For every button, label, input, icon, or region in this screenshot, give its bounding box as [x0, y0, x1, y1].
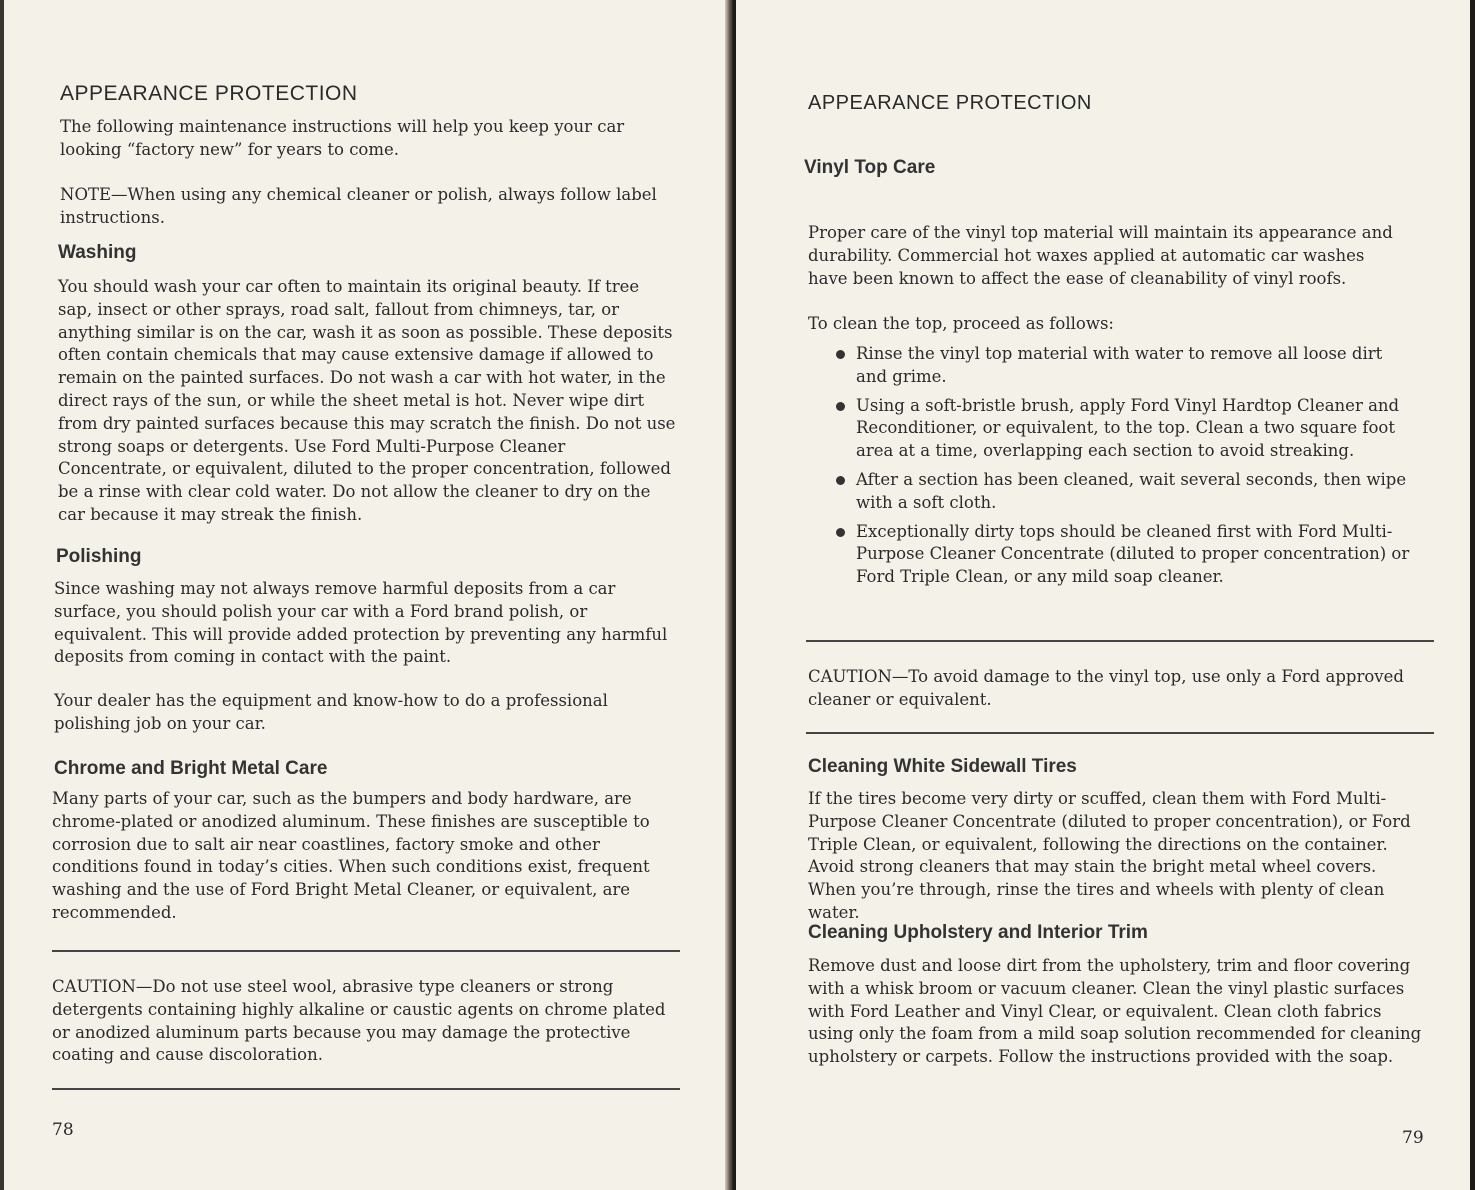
list-item-text: Exceptionally dirty tops should be cleaned first with Ford Multi-Purpose Cleaner Concentrate (diluted to proper concentration) or Ford Triple Clean, or any mild soap cleaner. [856, 521, 1410, 587]
dealer-paragraph: Your dealer has the equipment and know-how to do a professional polishing job on your car. [54, 691, 608, 733]
list-item [834, 395, 1414, 463]
page-edge [1470, 0, 1475, 1190]
tires-body: If the tires become very dirty or scuffed, clean them with Ford Multi-Purpose Cleaner Concentrate (diluted to proper concentration), or Ford Triple Clean, or equivalent, following the directions on the container. Avoid strong cleaners that may stain the bright metal wheel covers. When you’re through, rinse the tires and wheels with plenty of clean water. [808, 789, 1411, 922]
bullet-icon [836, 402, 845, 411]
intro-paragraph: The following maintenance instructions will help you keep your car looking “factory new” for years to come. [60, 117, 625, 159]
caution-paragraph: CAUTION—Do not use steel wool, abrasive type cleaners or strong detergents containing highly alkaline or caustic agents on chrome plated or anodized aluminum parts because you may damage the protective coating and cause discoloration. [52, 977, 666, 1065]
chrome-body: Many parts of your car, such as the bumpers and body hardware, are chrome-plated or anodized aluminum. These finishes are susceptible to corrosion due to salt air near coastlines, factory smoke and other conditions found in today’s cities. When such conditions exist, frequent washing and the use of Ford Bright Metal Cleaner, or equivalent, are recommended. [52, 789, 650, 922]
polishing-title: Polishing [56, 546, 142, 567]
bullet-icon [836, 528, 845, 537]
chrome-title: Chrome and Bright Metal Care [54, 758, 328, 779]
list-item-text: After a section has been cleaned, wait several seconds, then wipe with a soft cloth. [856, 469, 1407, 512]
tires-title: Cleaning White Sidewall Tires [808, 756, 1077, 777]
vinyl-body: Proper care of the vinyl top material will maintain its appearance and durability. Commercial hot waxes applied at automatic car washes have been known to affect the ease of cleanability of vinyl roofs. [808, 223, 1393, 288]
bullet-icon [836, 350, 845, 359]
divider-rule [52, 950, 680, 952]
note-paragraph: NOTE—When using any chemical cleaner or polish, always follow label instructions. [60, 185, 657, 227]
right-page [733, 0, 1475, 1190]
upholstery-title: Cleaning Upholstery and Interior Trim [808, 922, 1148, 943]
book-gutter [725, 0, 733, 1190]
page-heading: APPEARANCE PROTECTION [60, 82, 358, 105]
bullet-icon [836, 476, 845, 485]
list-item [834, 469, 1414, 515]
upholstery-body: Remove dust and loose dirt from the upholstery, trim and floor covering with a whisk broom or vacuum cleaner. Clean the vinyl plastic surfaces with Ford Leather and Vinyl Clear, or equivalent. Clean cloth fabrics using only the foam from a mild soap solution recommended for cleaning upholstery or carpets. Follow the instructions provided with the soap. [808, 956, 1422, 1067]
washing-body: You should wash your car often to maintain its original beauty. If tree sap, insect or other sprays, road salt, fallout from chimneys, tar, or anything similar is on the car, wash it as soon as possible. These deposits often contain chemicals that may cause extensive damage if allowed to remain on the painted surfaces. Do not wash a car with hot water, in the direct rays of the sun, or while the sheet metal is hot. Never wipe dirt from dry painted surfaces because this may scratch the finish. Do not use strong soaps or detergents. Use Ford Multi-Purpose Cleaner Concentrate, or equivalent, diluted to the proper concentration, followed be a rinse with clear cold water. Do not allow the cleaner to dry on the car because it may streak the finish. [58, 277, 676, 524]
list-item-text: Rinse the vinyl top material with water to remove all loose dirt and grime. [856, 344, 1383, 386]
polishing-body: Since washing may not always remove harmful deposits from a car surface, you should polish your car with a Ford brand polish, or equivalent. This will provide added protection by preventing any harmful deposits from coming in contact with the paint. [54, 579, 668, 667]
list-item-text: Using a soft-bristle brush, apply Ford Vinyl Hardtop Cleaner and Reconditioner, or equivalent, to the top. Clean a two square foot area at a time, overlapping each section to avoid streaking. [856, 395, 1400, 461]
divider-rule [52, 1088, 680, 1090]
page-number: 78 [52, 1120, 74, 1140]
list-item [834, 521, 1414, 589]
caution-paragraph: CAUTION—To avoid damage to the vinyl top, use only a Ford approved cleaner or equivalent. [808, 667, 1404, 709]
vinyl-steps-list [834, 343, 1414, 595]
washing-title: Washing [58, 242, 137, 263]
list-item [834, 343, 1414, 389]
page-number: 79 [1402, 1128, 1424, 1148]
page-heading: APPEARANCE PROTECTION [808, 92, 1092, 114]
left-page [0, 0, 725, 1190]
vinyl-title: Vinyl Top Care [804, 157, 936, 178]
divider-rule [806, 732, 1434, 734]
divider-rule [806, 640, 1434, 642]
vinyl-lead: To clean the top, proceed as follows: [808, 314, 1114, 333]
